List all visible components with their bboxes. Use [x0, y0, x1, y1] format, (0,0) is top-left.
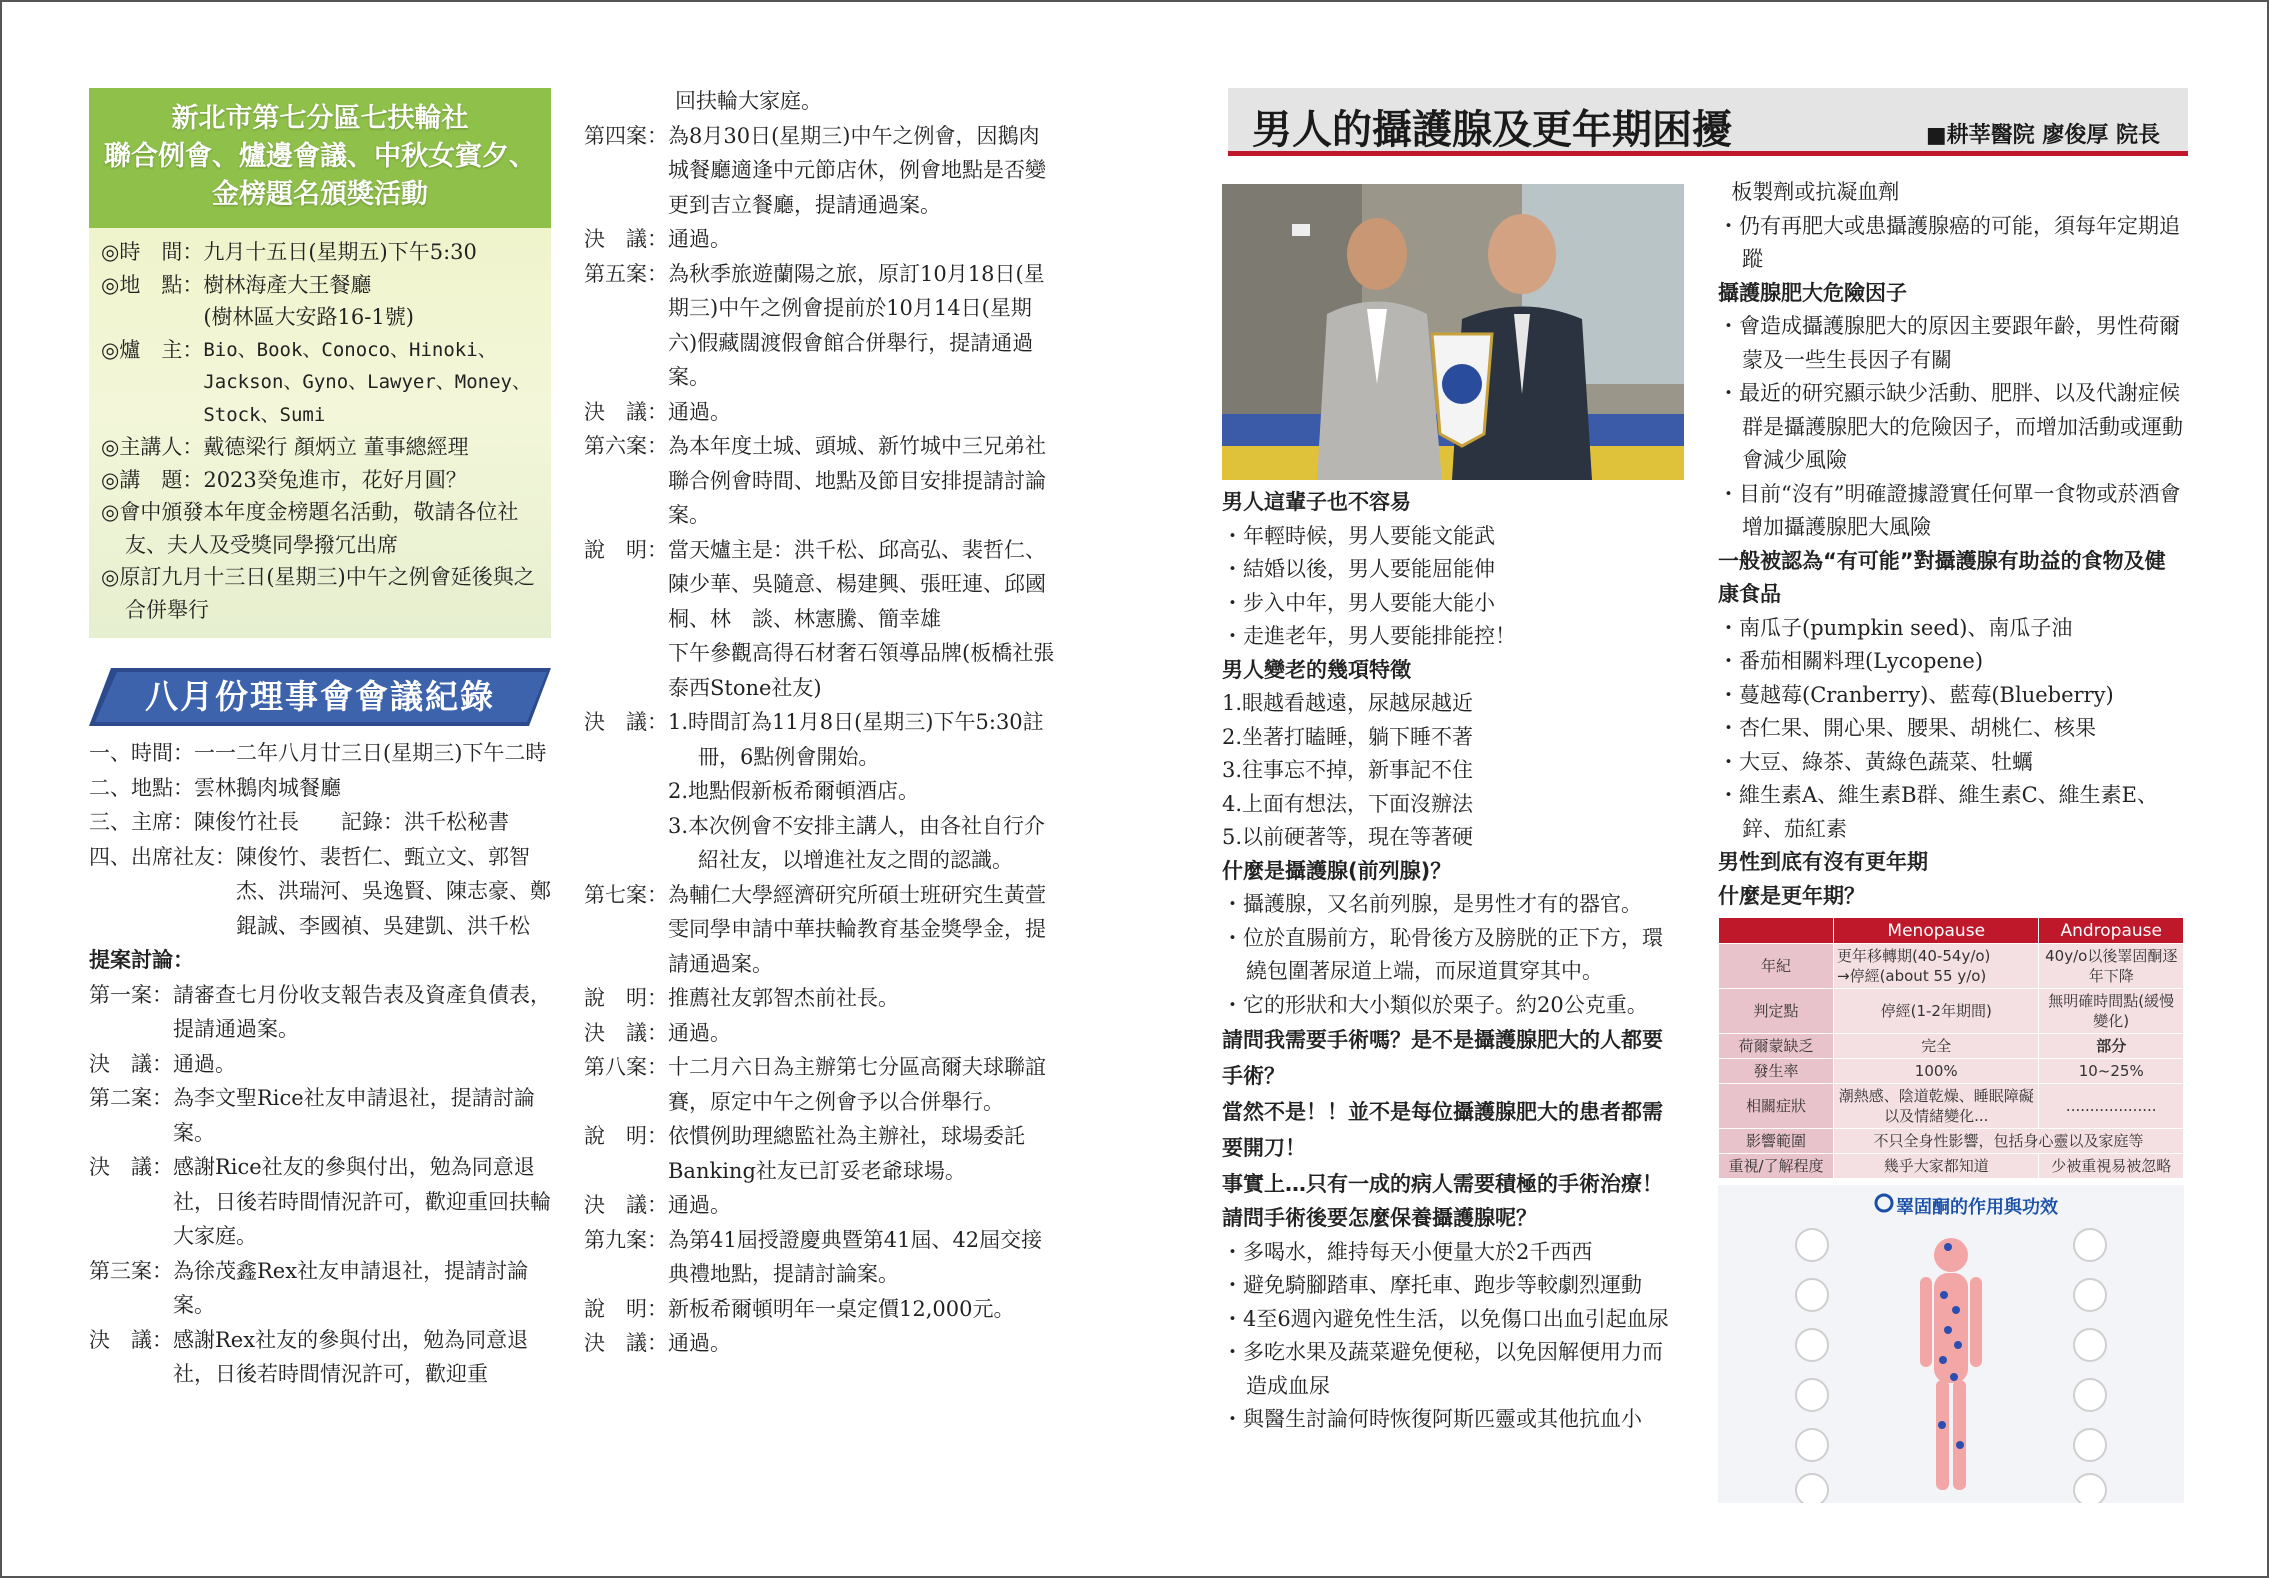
- case-text: 為輔仁大學經濟研究所碩士班研究生黃萱雯同學申請中華扶輪教育基金獎學金，提請通過案。: [668, 882, 1046, 976]
- event-note: ◎原訂九月十三日(星期三)中午之例會延後與之合併舉行: [101, 565, 535, 622]
- table-cell: 40y/o以後睪固酮逐年下降: [2039, 944, 2184, 989]
- table-cell: 相關症狀: [1719, 1084, 1834, 1129]
- table-row: [1719, 989, 2184, 1034]
- event-place-label: ◎地 點：: [101, 272, 204, 297]
- case-text: 為本年度土城、頭城、新竹城中三兄弟社聯合例會時間、地點及節目安排提請討論案。: [668, 434, 1046, 527]
- decision-label: 決 議：: [89, 1327, 173, 1352]
- explanation-label: 說 明：: [584, 1296, 668, 1321]
- event-topic-label: ◎講 題：: [101, 467, 204, 492]
- section-heading: 男人這輩子也不容易: [1222, 490, 1411, 514]
- table-cell: 荷爾蒙缺乏: [1719, 1034, 1834, 1059]
- section-heading: 男人變老的幾項特徵: [1222, 657, 1411, 682]
- event-title-line: 新北市第七分區七扶輪社: [171, 103, 469, 134]
- numbered-item: 5.以前硬著等，現在等著硬: [1222, 825, 1474, 849]
- event-details: [89, 228, 551, 638]
- case-label: 第五案：: [584, 261, 668, 286]
- bullet-item: ・仍有再肥大或患攝護腺癌的可能，須每年定期追蹤: [1718, 213, 2180, 271]
- bullet-item: ・維生素A、維生素B群、維生素C、維生素E、鋅、茄紅素: [1718, 783, 2158, 841]
- decision-label: 決 議：: [584, 1193, 668, 1217]
- explanation-text: 新板希爾頓明年一桌定價12,000元。: [668, 1296, 1015, 1321]
- case-label: 第八案：: [584, 1055, 668, 1079]
- answer-text: 當然不是！！並不是每位攝護腺肥大的患者都需要開刀！: [1222, 1100, 1663, 1160]
- bullet-item: ・多喝水，維持每天小便量大於2千西西: [1222, 1239, 1593, 1264]
- explanation-label: 說 明：: [584, 986, 668, 1010]
- explanation-text: 下午參觀高得石材奢石領導品牌(板橋社張泰西Stone社友): [668, 641, 1055, 700]
- event-title-line: 聯合例會、爐邊會議、中秋女賓夕、: [104, 141, 536, 172]
- minutes-banner: [89, 668, 551, 726]
- numbered-item: 2.坐著打瞌睡，躺下睡不著: [1222, 724, 1474, 749]
- explanation-label: 說 明：: [584, 537, 668, 562]
- menopause-comparison-table: [1718, 917, 2184, 1179]
- table-header: Menopause: [1834, 918, 2039, 944]
- infographic-title: 睪固酮的作用與功效: [1896, 1197, 2058, 1218]
- decision-text: 通過。: [173, 1051, 236, 1076]
- table-row: [1719, 1129, 2184, 1154]
- bullet-item: ・會造成攝護腺肥大的原因主要跟年齡，男性荷爾蒙及一些生長因子有關: [1718, 314, 2180, 372]
- decision-item: 1.時間訂為11月8日(星期三)下午5:30註冊，6點例會開始。: [668, 710, 1044, 769]
- minutes-attendees: 陳俊竹、裴哲仁、甄立文、郭智杰、洪瑞河、吳逸賢、陳志豪、鄭錕誠、李國禎、吳建凱、洪千松: [236, 844, 551, 938]
- decision-label: 決 議：: [584, 227, 668, 251]
- minutes-time: 一一二年八月廿三日(星期三)下午二時: [194, 741, 547, 765]
- table-cell: 100%: [1834, 1059, 2039, 1084]
- case-text: 為8月30日(星期三)中午之例會，因鵝肉城餐廳適逢中元節店休，例會地點是否變更到吉立餐廳，提請通過案。: [668, 123, 1046, 217]
- left-column: [89, 88, 551, 1392]
- case-label: 第九案：: [584, 1227, 668, 1252]
- event-time-label: ◎時 間：: [101, 240, 204, 264]
- article-column-left: [1222, 184, 1682, 1437]
- bullet-item: ・步入中年，男人要能大能小: [1222, 590, 1495, 615]
- bullet-item: ・4至6週內避免性生活，以免傷口出血引起血尿: [1222, 1306, 1669, 1331]
- event-place: 樹林海產大王餐廳: [203, 272, 372, 297]
- explanation-text: 依慣例助理總監社為主辦社，球場委託Banking社友已訂妥老爺球場。: [668, 1124, 1025, 1183]
- banner-exchange-photo: [1222, 184, 1684, 480]
- bullet-item: ・目前“沒有”明確證據證實任何單一食物或菸酒會增加攝護腺肥大風險: [1718, 481, 2181, 539]
- answer-text: 事實上…只有一成的病人需要積極的手術治療！: [1222, 1172, 1663, 1196]
- case-label: 第一案：: [89, 982, 173, 1007]
- case-text: 為秋季旅遊蘭陽之旅，原訂10月18日(星期三)中午之例會提前於10月14日(星期六)假藏闊渡假會館合併舉行，提請通過案。: [668, 261, 1045, 389]
- minutes-title: 八月份理事會會議紀錄: [145, 677, 495, 716]
- table-cell: 發生率: [1719, 1059, 1834, 1084]
- case-label: 第四案：: [584, 123, 668, 148]
- photo-illustration: [1222, 184, 1684, 480]
- event-topic: 2023癸兔進市，花好月圓？: [203, 467, 467, 492]
- decision-text: 通過。: [668, 1193, 731, 1217]
- numbered-item: 4.上面有想法，下面沒辦法: [1222, 791, 1474, 816]
- section-heading: 什麼是攝護腺(前列腺)？: [1222, 858, 1452, 883]
- section-heading: 男性到底有沒有更年期: [1718, 850, 1928, 874]
- minutes-chair: 陳俊竹社長 記錄：洪千松秘書: [194, 810, 509, 834]
- bullet-item: ・蔓越莓(Cranberry)、藍莓(Blueberry): [1718, 682, 2114, 707]
- explanation-label: 說 明：: [584, 1124, 668, 1148]
- case-label: 第六案：: [584, 434, 668, 458]
- bullet-item: ・走進老年，男人要能排能控！: [1222, 624, 1516, 648]
- event-host-label: ◎爐 主：: [101, 337, 204, 362]
- decision-item: 2.地點假新板希爾頓酒店。: [668, 779, 920, 803]
- table-cell: 少被重視易被忽略: [2039, 1154, 2184, 1179]
- table-header: Andropause: [2039, 918, 2184, 944]
- event-speaker-label: ◎主講人：: [101, 435, 204, 459]
- decision-item: 3.本次例會不安排主講人，由各社自行介紹社友，以增進社友之間的認識。: [668, 813, 1046, 872]
- bullet-item: ・大豆、綠茶、黃綠色蔬菜、牡蠣: [1718, 749, 2033, 774]
- decision-text: 通過。: [668, 227, 731, 251]
- explanation-text: 當天爐主是：洪千松、邱高弘、裴哲仁、陳少華、吳隨意、楊建興、張旺連、邱國桐、林 談、林憲騰、簡幸雄: [668, 537, 1046, 631]
- decision-text: 通過。: [668, 399, 731, 424]
- minutes-time-label: 一、時間：: [89, 741, 194, 765]
- event-title-line: 金榜題名頒獎活動: [212, 179, 428, 210]
- bullet-item: ・多吃水果及蔬菜避免便秘，以免因解便用力而造成血尿: [1222, 1340, 1663, 1398]
- table-row: [1719, 1154, 2184, 1179]
- decision-continued: 回扶輪大家庭。: [675, 89, 822, 113]
- bullet-item: ・攝護腺，又名前列腺，是男性才有的器官。: [1222, 892, 1642, 916]
- minutes-chair-label: 三、主席：: [89, 810, 194, 834]
- minutes-body: [89, 736, 551, 1392]
- decision-text: 通過。: [668, 1020, 731, 1045]
- table-cell: 無明確時間點(緩慢變化): [2039, 989, 2184, 1034]
- section-heading: 一般被認為“有可能”對攝護腺有助益的食物及健康食品: [1718, 548, 2166, 606]
- bullet-item: ・南瓜子(pumpkin seed)、南瓜子油: [1718, 615, 2073, 640]
- event-note: ◎會中頒發本年度金榜題名活動，敬請各位社友、夫人及受獎同學撥冗出席: [101, 500, 519, 557]
- decision-label: 決 議：: [584, 710, 668, 734]
- bullet-item: ・杏仁果、開心果、腰果、胡桃仁、核果: [1718, 716, 2096, 740]
- bullet-item: ・結婚以後，男人要能屈能伸: [1222, 557, 1495, 581]
- article-author: ■耕莘醫院 廖俊厚 院長: [1925, 123, 2160, 148]
- table-cell: 幾乎大家都知道: [1834, 1154, 2039, 1179]
- case-text: 為李文聖Rice社友申請退社，提請討論案。: [173, 1086, 535, 1145]
- case-label: 第七案：: [584, 882, 668, 907]
- decision-label: 決 議：: [89, 1155, 173, 1179]
- table-row: [1719, 1084, 2184, 1129]
- decision-text: 感謝Rice社友的參與付出，勉為同意退社，日後若時間情況許可，歡迎重回扶輪大家庭。: [173, 1155, 551, 1248]
- proposal-heading: 提案討論：: [89, 948, 194, 972]
- table-row: [1719, 1034, 2184, 1059]
- table-cell: 年紀: [1719, 944, 1834, 989]
- table-cell: 潮熱感、陰道乾燥、睡眠障礙以及情緒變化...: [1834, 1084, 2039, 1129]
- table-cell: 完全: [1834, 1034, 2039, 1059]
- table-cell: 更年移轉期(40-54y/o) →停經(about 55 y/o): [1834, 944, 2039, 989]
- table-row: [1719, 1059, 2184, 1084]
- table-cell: 不只全身性影響，包括身心靈以及家庭等: [1834, 1129, 2184, 1154]
- bullet-item: ・它的形狀和大小類似於栗子。約20公克重。: [1222, 992, 1648, 1017]
- table-cell: 部分: [2039, 1034, 2184, 1059]
- section-heading: 攝護腺肥大危險因子: [1718, 280, 1907, 305]
- bullet-item: ・番茄相關料理(Lycopene): [1718, 649, 1984, 673]
- case-text: 請審查七月份收支報告表及資產負債表，提請通過案。: [173, 982, 551, 1041]
- case-text: 為第41屆授證慶典暨第41屆、42屆交接典禮地點，提請討論案。: [668, 1227, 1043, 1286]
- bullet-continued: 板製劑或抗凝血劑: [1731, 180, 1900, 204]
- table-cell: ...................: [2039, 1084, 2184, 1129]
- event-notice-box: [89, 88, 551, 638]
- minutes-attend-label: 四、出席社友：: [89, 844, 236, 869]
- table-row: [1719, 944, 2184, 989]
- table-header: [1719, 918, 1834, 944]
- testosterone-infographic: [1718, 1185, 2184, 1503]
- minutes-place-label: 二、地點：: [89, 775, 194, 800]
- numbered-item: 1.眼越看越遠，尿越尿越近: [1222, 691, 1474, 715]
- event-time: 九月十五日(星期五)下午5:30: [203, 240, 477, 264]
- article-header: [1228, 88, 2188, 156]
- decision-text: 感謝Rex社友的參與付出，勉為同意退社，日後若時間情況許可，歡迎重: [173, 1327, 529, 1386]
- table-cell: 停經(1-2年期間): [1834, 989, 2039, 1034]
- bullet-item: ・位於直腸前方，恥骨後方及膀胱的正下方，環繞包圍著尿道上端，而尿道貫穿其中。: [1222, 925, 1663, 983]
- table-cell: 10~25%: [2039, 1059, 2184, 1084]
- section-heading: 什麼是更年期？: [1718, 883, 1865, 908]
- question-heading: 請問手術後要怎麼保養攝護腺呢？: [1222, 1206, 1537, 1230]
- decision-label: 決 議：: [584, 1331, 668, 1355]
- case-text: 十二月六日為主辦第七分區高爾夫球聯誼賽，原定中午之例會予以合併舉行。: [668, 1055, 1046, 1114]
- question-heading: 請問我需要手術嗎？是不是攝護腺肥大的人都要手術？: [1222, 1028, 1663, 1088]
- explanation-text: 推薦社友郭智杰前社長。: [668, 986, 899, 1010]
- case-label: 第三案：: [89, 1258, 173, 1283]
- event-speaker: 戴德梁行 顏炳立 董事總經理: [203, 435, 469, 459]
- bullet-item: ・與醫生討論何時恢復阿斯匹靈或其他抗血小: [1222, 1407, 1642, 1431]
- case-label: 第二案：: [89, 1086, 173, 1110]
- table-cell: 影響範圍: [1719, 1129, 1834, 1154]
- body-diagram: [1718, 1185, 2184, 1503]
- bullet-item: ・避免騎腳踏車、摩托車、跑步等較劇烈運動: [1222, 1273, 1642, 1297]
- article-column-right: [1718, 176, 2184, 1503]
- numbered-item: 3.往事忘不掉，新事記不住: [1222, 758, 1474, 782]
- case-text: 為徐茂鑫Rex社友申請退社，提請討論案。: [173, 1258, 529, 1317]
- table-cell: 判定點: [1719, 989, 1834, 1034]
- minutes-place: 雲林鵝肉城餐廳: [194, 775, 341, 800]
- event-title: [89, 88, 551, 228]
- bullet-item: ・最近的研究顯示缺少活動、肥胖、以及代謝症候群是攝護腺肥大的危險因子，而增加活動或運動會減少風險: [1718, 381, 2183, 472]
- article-title: 男人的攝護腺及更年期困擾: [1252, 107, 1732, 153]
- event-hosts: Bio、Book、Conoco、Hinoki、Jackson、Gyno、Lawyer、Money、Stock、Sumi: [203, 338, 531, 426]
- decision-label: 決 議：: [584, 1020, 668, 1045]
- decision-text: 通過。: [668, 1331, 731, 1355]
- event-address: (樹林區大安路16-1號): [203, 305, 414, 329]
- decision-label: 決 議：: [89, 1051, 173, 1076]
- bullet-item: ・年輕時候，男人要能文能武: [1222, 523, 1495, 548]
- table-cell: 重視/了解程度: [1719, 1154, 1834, 1179]
- decision-label: 決 議：: [584, 399, 668, 424]
- middle-column: [584, 84, 1058, 1361]
